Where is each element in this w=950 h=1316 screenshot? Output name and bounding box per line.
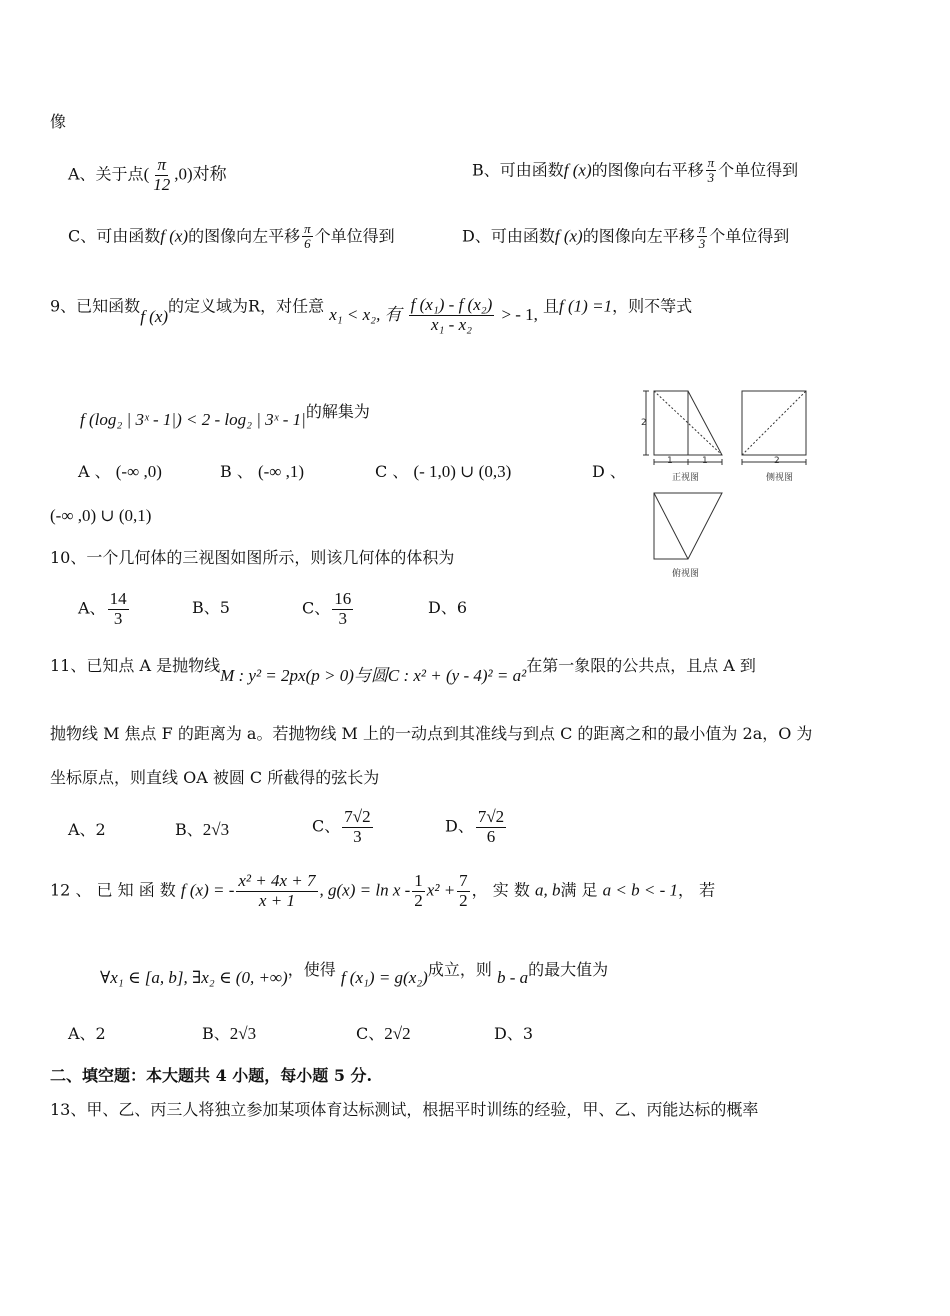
q10-stem: 10、一个几何体的三视图如图所示，则该几何体的体积为 (50, 548, 455, 567)
side-view-caption: 侧视图 (766, 473, 794, 483)
side-view (742, 391, 806, 465)
q9-option-a: A 、 (-∞ ,0) (78, 462, 162, 481)
section-heading: 二、填空题：本大题共 4 小题，每小题 5 分. (50, 1066, 373, 1085)
height-label: 2 (641, 418, 647, 428)
continued-text: 像 (50, 112, 67, 131)
q9-option-d: (-∞ ,0) ∪ (0,1) (50, 506, 152, 525)
q12-stem: 12 、 已 知 函 数 f (x) = - $\frac{\text{x² + 4x + 7}}{x + 1}$ , g(x) = ln x - $\frac{1}{2}$ x² + $\frac{7}{2}$ ， 实 数 a, b满 足 a < b < - 1， 若 (50, 871, 716, 910)
q12-condition: ∀x₁ ∈ [a, b], ∃x₂ ∈ (0, +∞)，使得 f (x₁) = g(x₂)成立，则 b - a的最大值为 (100, 960, 609, 987)
q9-inequality: f (log₂ | 3ˣ - 1|) < 2 - log₂ | 3ˣ - 1|的解集为 (80, 402, 370, 429)
q11-stem: 11、已知点 A 是抛物线M : y² = 2px(p > 0)与圆C : x² + (y - 4)² = a²在第一象限的公共点，且点 A 到 (50, 656, 756, 685)
q9-stem: 9、已知函数f (x)的定义域为R，对任意 x₁ < x₂, 有 $\frac{\text{f (x₁) - f (x₂)}}{\text{x₁ - x₂}}$ > - 1, 且f (1) =1，则不等式 (50, 295, 693, 334)
q11-option-d: D、 $\frac{7√2}{6}$ (445, 807, 505, 846)
q9-option-d-label: D 、 (592, 462, 626, 481)
front-view-caption: 正视图 (672, 473, 700, 483)
q10-option-b: B、5 (192, 598, 230, 617)
side-width-label: 2 (774, 456, 780, 466)
top-view (654, 493, 722, 559)
q11-option-a: A、2 (68, 820, 106, 839)
q10-option-a: A、 $\frac{14}{3}$ (78, 589, 127, 628)
q8-option-a: A、关于点( $\frac{\pi}{12}$ ,0)对称 (68, 155, 227, 194)
q10-option-c: C、 $\frac{16}{3}$ (302, 589, 352, 628)
front-width-label-1: 1 (667, 456, 673, 466)
q13-stem: 13、甲、乙、丙三人将独立参加某项体育达标测试，根据平时训练的经验，甲、乙、丙能达标的概率 (50, 1100, 759, 1119)
q11-option-c: C、 $\frac{7√2}{3}$ (312, 807, 371, 846)
top-view-caption: 俯视图 (672, 569, 700, 579)
q9-option-b: B 、 (-∞ ,1) (220, 462, 305, 481)
q12-option-c: C、2√2 (356, 1024, 411, 1043)
q12-option-d: D、3 (494, 1024, 534, 1043)
q8-option-d: D、可由函数f (x)的图像向左平移 $\frac{\pi}{3}$ 个单位得到 (462, 221, 790, 252)
q9-option-c: C 、 (- 1,0) ∪ (0,3) (375, 462, 512, 481)
q10-option-d: D、6 (428, 598, 468, 617)
front-width-label-2: 1 (702, 456, 708, 466)
q11-line3: 坐标原点，则直线 OA 被圆 C 所截得的弦长为 (50, 768, 380, 787)
q8-option-c: C、可由函数f (x)的图像向左平移 $\frac{\pi}{6}$ 个单位得到 (68, 221, 395, 252)
q12-option-a: A、2 (68, 1024, 106, 1043)
front-view (643, 391, 722, 465)
q8-option-b: B、可由函数f (x)的图像向右平移 $\frac{\pi}{3}$ 个单位得到 (472, 155, 799, 186)
q11-option-b: B、2√3 (175, 820, 230, 839)
q12-option-b: B、2√3 (202, 1024, 257, 1043)
q11-line2: 抛物线 M 焦点 F 的距离为 a。若抛物线 M 上的一动点到其准线与到点 C 的距离之和的最小值为 2a，O 为 (50, 724, 813, 743)
